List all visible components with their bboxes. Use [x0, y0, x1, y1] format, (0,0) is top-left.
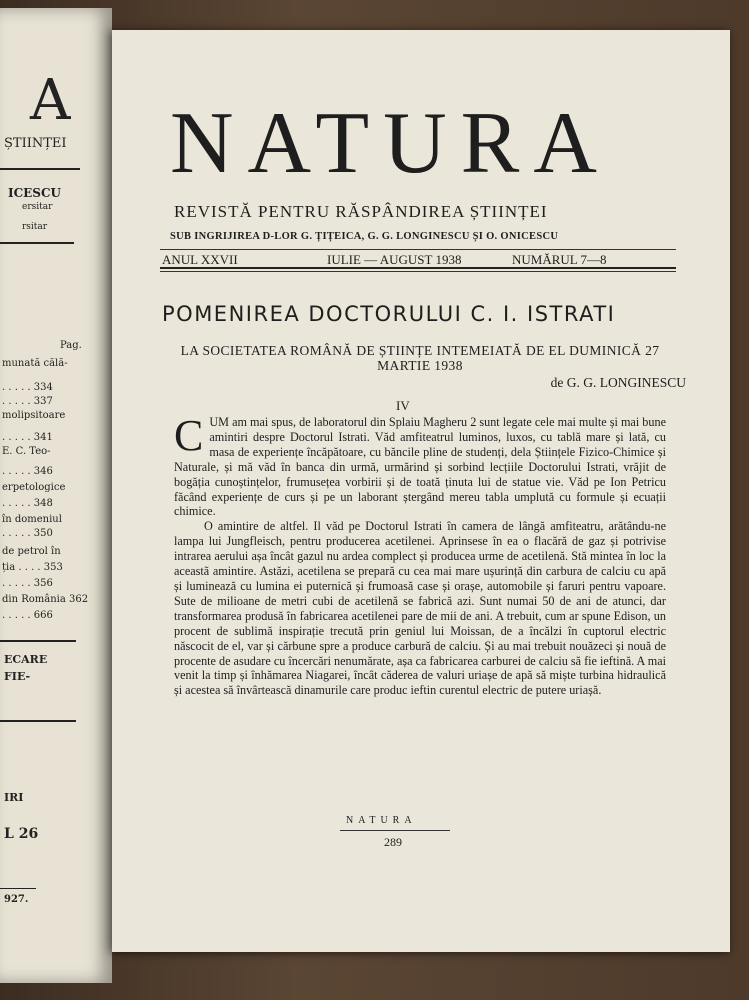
issue-number: NUMĂRUL 7—8	[512, 252, 607, 267]
previous-page-line: din România 362	[2, 594, 89, 605]
previous-page-line: de petrol în	[2, 546, 61, 557]
journal-title: NATURA	[170, 95, 611, 192]
previous-page-line: rsitar	[22, 222, 48, 232]
divider	[0, 168, 80, 170]
paragraph-text: UM am mai spus, de laboratorul din Splaiu Magheru 2 sunt legate cele mai multe și mai bune amintiri despre Doctorul Istrati. Văd amfiteatrul luminos, luxos, cu tablă mare și lată, cu masa de experiențe încăpătoare, cu băncile pline de studenți, dela Științele Fizico-Chimice și Naturale, și mă văd în banca din urmă, urmărind și sorbind lecțiile Doctorului Istrati, vrăjit de bogăția cunoștințelor, frumusețea vorbirii și de toată ținuta lui de statue vie. Văd pe Ion Petricu făcând experiențe de curs și pe un laborant ștergând mereu tabla umplută cu formule și ecuații chimice.	[174, 415, 666, 519]
paragraph: O amintire de altfel. Il văd pe Doctorul Istrati în camera de lângă amfiteatru, arătându-ne lampa lui Jungfleisch, pentru producerea acetilenei. Aprinsese în ea o flacără de gaz și potrivise intrarea aerului așa încât gazul nu ardea complect și producea urme de acetilenă. Stă mintea în loc la aceastã amintire. Astăzi, acetilena se prepară cu cea mai mare ușurință din carbura de calciu cu apă și luminează cu lumina ei puternică și frumoasă case și orașe, automobile și faruri pentru vapoare. Sute de milioane de metri cubi de acetilenă se fabrică azi. Sunt numai 50 de ani de atunci, dar transformarea produsă în fabricarea acetilenei pare de mii de ani. A trebuit, cum ar spune Edison, un procent de sublimă inspirație trecută prin geniul lui Moissan, de a încălzi în cuptorul electric născocit de el, var și cărbune spre a produce carbură de calciu. Și au mai trebuit nouăzeci și nouă de procente de asudare cu încercări nenumărate, așa ca fabricarea carburei de calciu să fie ieftină. A mai venit la timp și înhămarea Niagarei, încât căderea de valuri uriașe de apă să miște turbina hidraulică și acestea să învârtească dinamurile care produc ieftin curentul electric de putere uriașă.	[174, 519, 666, 698]
previous-page-line: . . . . . 334	[2, 382, 53, 393]
divider	[0, 720, 76, 722]
drop-cap: C	[174, 411, 204, 460]
previous-page-line: IRI	[4, 791, 24, 804]
previous-page-line: E. C. Teo-	[2, 446, 51, 457]
divider	[0, 242, 74, 244]
previous-page-line: . . . . . 341	[2, 432, 53, 443]
previous-page-line: ȘTIINȚEI	[4, 136, 67, 151]
previous-page-line: munată călă-	[2, 358, 68, 369]
article-part: IV	[396, 398, 410, 413]
paragraph	[174, 411, 666, 519]
footer-journal-name: NATURA	[346, 815, 417, 826]
divider	[0, 888, 36, 889]
article-byline: de G. G. LONGINESCU	[550, 375, 686, 390]
divider	[0, 640, 76, 642]
previous-page-line: în domeniul	[2, 514, 62, 525]
previous-page-line: ICESCU	[8, 186, 61, 200]
article-title: POMENIREA DOCTORULUI C. I. ISTRATI	[162, 302, 616, 326]
article-body	[174, 411, 666, 698]
previous-page-line: . . . . . 346	[2, 466, 53, 477]
previous-page	[0, 8, 112, 983]
previous-page-letter: A	[30, 68, 73, 133]
editors-line: SUB INGRIJIREA D-LOR G. ȚIȚEICA, G. G. LONGINESCU ȘI O. ONICESCU	[170, 231, 559, 242]
previous-page-line: FIE-	[4, 670, 31, 683]
previous-page-line: 927.	[4, 894, 29, 905]
issue-year: ANUL XXVII	[162, 252, 238, 267]
previous-page-line: L 26	[4, 826, 39, 842]
article-subtitle: LA SOCIETATEA ROMÂNĂ DE ȘTIINȚE INTEMEIATĂ DE EL DUMINICĂ 27 MARTIE 1938	[180, 343, 660, 373]
previous-page-line: ția . . . . 353	[2, 562, 63, 573]
header-rule	[160, 249, 676, 250]
previous-page-line: molipsitoare	[2, 410, 66, 421]
previous-page-line: . . . . . 337	[2, 396, 53, 407]
previous-page-line: . . . . . 350	[2, 528, 53, 539]
journal-subtitle: REVISTĂ PENTRU RĂSPÂNDIREA ȘTIINȚEI	[174, 202, 548, 221]
magazine-page	[112, 30, 730, 952]
previous-page-line: erpetologice	[2, 482, 66, 493]
previous-page-line: . . . . . 348	[2, 498, 53, 509]
previous-page-line: ersitar	[22, 202, 53, 212]
previous-page-line: Pag.	[60, 340, 82, 351]
previous-page-line: . . . . . 666	[2, 610, 53, 621]
page-number: 289	[384, 835, 402, 849]
footer-rule	[340, 830, 450, 831]
issue-date: IULIE — AUGUST 1938	[327, 252, 462, 267]
header-rule	[160, 267, 676, 269]
header-rule	[160, 271, 676, 272]
previous-page-line: . . . . . 356	[2, 578, 53, 589]
previous-page-line: ECARE	[4, 653, 48, 666]
